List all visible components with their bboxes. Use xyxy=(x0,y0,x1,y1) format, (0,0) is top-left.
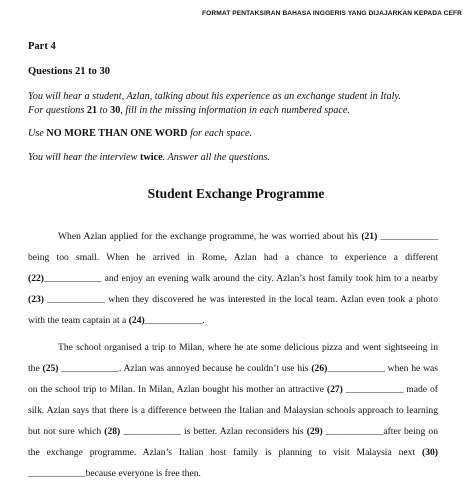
question-number: (21) xyxy=(361,231,378,242)
word-limit-instruction: Use NO MORE THAN ONE WORD for each space. xyxy=(28,128,253,139)
question-number: (25) xyxy=(42,363,59,374)
paragraph-1 xyxy=(28,226,438,331)
instructions-block xyxy=(28,90,458,118)
passage-text: ____________ being too small. When he arrived in Rome, Azlan had a chance to experience a different xyxy=(28,231,439,263)
instruction-line-1: You will hear a student, Azlan, talking about his experience as an exchange student in Italy. xyxy=(28,91,401,102)
passage-title: Student Exchange Programme xyxy=(147,186,325,201)
listen-instruction: You will hear the interview twice. Answer all the questions. xyxy=(28,152,270,163)
passage-text: ____________ when he was on the school trip to Milan. In Milan, Azlan bought his mother an attractive xyxy=(28,363,438,395)
questions-heading: Questions 21 to 30 xyxy=(28,66,110,77)
passage-text: ____________ made of silk. Azlan says that there is a difference between the Italian and Malaysian schools approach to learning but not sure which xyxy=(28,384,438,437)
passage-text: ____________. Azlan was annoyed because he couldn’t use his xyxy=(58,363,312,374)
instruction-line-2: For questions 21 to 30, fill in the missing information in each numbered space. xyxy=(28,105,350,116)
passage-text: ____________after being on the exchange programme. Azlan’s Italian host family is planning to visit Malaysia next xyxy=(28,426,438,458)
passage-text: ____________ is better. Azlan reconsiders his xyxy=(120,426,307,437)
question-number: (23) xyxy=(28,294,44,305)
question-number: (26) xyxy=(311,363,328,374)
question-number: (29) xyxy=(306,426,323,437)
part-heading: Part 4 xyxy=(28,41,56,52)
paragraph-2 xyxy=(28,337,438,484)
question-number: (27) xyxy=(326,384,343,395)
passage-text: The school organised a trip to Milan, where he ate some delicious pizza and went sightseeing in the xyxy=(28,342,438,374)
passage-text: ____________. xyxy=(144,315,205,326)
question-number: (30) xyxy=(422,447,438,458)
page-header: FORMAT PENTAKSIRAN BAHASA INGGERIS YANG DIJAJARKAN KEPADA CEFR xyxy=(202,10,462,17)
passage-text: When Azlan applied for the exchange programme, he was worried about his xyxy=(58,231,362,242)
passage-text: ____________because everyone is free then. xyxy=(28,468,201,479)
question-number: (24) xyxy=(128,315,145,326)
passage-text: ____________ when they discovered he was interested in the local team. Azlan even took a photo with the team captain at a xyxy=(28,294,438,326)
question-number: (22) xyxy=(28,273,44,284)
question-number: (28) xyxy=(104,426,121,437)
passage-text: ____________ and enjoy an evening walk around the city. Azlan’s host family took him to a nearby xyxy=(43,273,438,284)
